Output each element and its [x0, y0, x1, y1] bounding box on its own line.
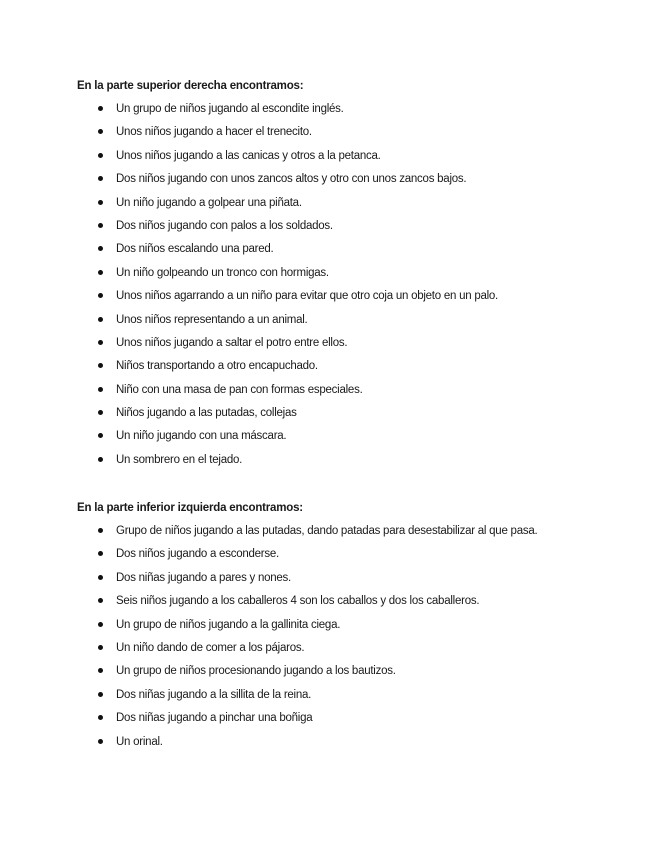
list-item: [77, 335, 637, 358]
bullet-icon: [98, 340, 103, 345]
bullet-icon: [98, 645, 103, 650]
list-item-text: Dos niñas jugando a la sillita de la reina.: [116, 688, 312, 701]
list-item-text: Unos niños jugando a saltar el potro entre ellos.: [116, 336, 348, 349]
list-item-text: Dos niños jugando a esconderse.: [116, 548, 279, 561]
bullet-icon: [98, 200, 103, 205]
list-item: [77, 687, 637, 710]
list-item-text: Dos niños escalando una pared.: [116, 243, 274, 256]
list-item: [77, 288, 637, 311]
list-item: [77, 241, 637, 264]
bullet-icon: [98, 575, 103, 580]
list-item-text: Dos niñas jugando a pinchar una boñiga: [116, 712, 313, 725]
list-item-text: Dos niños jugando con palos a los soldados.: [116, 219, 333, 232]
list-item: [77, 124, 637, 147]
list-item-text: Unos niños jugando a las canicas y otros a la petanca.: [116, 149, 381, 162]
list-item: [77, 148, 637, 171]
list-item-text: Dos niñas jugando a pares y nones.: [116, 571, 291, 584]
bullet-icon: [98, 598, 103, 603]
list-item: [77, 101, 637, 124]
bullet-icon: [98, 246, 103, 251]
list-item: [77, 663, 637, 686]
bullet-icon: [98, 223, 103, 228]
list-item-text: Un niño golpeando un tronco con hormigas.: [116, 266, 329, 279]
list-item: [77, 265, 637, 288]
bullet-icon: [98, 293, 103, 298]
bullet-icon: [98, 153, 103, 158]
bullet-icon: [98, 457, 103, 462]
bullet-icon: [98, 106, 103, 111]
list-item-text: Un niño dando de comer a los pájaros.: [116, 641, 305, 654]
section-heading: En la parte superior derecha encontramos:: [77, 80, 304, 92]
list-item: [77, 734, 637, 757]
list-item-text: Dos niños jugando con unos zancos altos y otro con unos zancos bajos.: [116, 173, 467, 186]
bullet-icon: [98, 270, 103, 275]
bullet-icon: [98, 622, 103, 627]
list-item-text: Un grupo de niños jugando al escondite inglés.: [116, 103, 344, 115]
bullet-list: [77, 101, 637, 475]
list-item-text: Seis niños jugando a los caballeros 4 son los caballos y dos los caballeros.: [116, 595, 480, 608]
list-item-text: Niños transportando a otro encapuchado.: [116, 360, 318, 373]
bullet-icon: [98, 317, 103, 322]
list-item: [77, 546, 637, 569]
section-lower-left: [77, 500, 637, 757]
bullet-icon: [98, 528, 103, 533]
list-item: [77, 405, 637, 428]
section-upper-right: [77, 78, 637, 475]
bullet-icon: [98, 715, 103, 720]
list-item: [77, 218, 637, 241]
bullet-icon: [98, 410, 103, 415]
list-item-text: Un orinal.: [116, 735, 163, 748]
bullet-icon: [98, 692, 103, 697]
list-item: [77, 452, 637, 475]
list-item-text: Un niño jugando a golpear una piñata.: [116, 196, 302, 209]
list-item: [77, 593, 637, 616]
list-item-text: Un sombrero en el tejado.: [116, 453, 243, 466]
list-item: [77, 570, 637, 593]
list-item: [77, 428, 637, 451]
bullet-icon: [98, 387, 103, 392]
bullet-icon: [98, 363, 103, 368]
bullet-icon: [98, 176, 103, 181]
list-item: [77, 195, 637, 218]
list-item-text: Grupo de niños jugando a las putadas, dando patadas para desestabilizar al que pasa.: [116, 525, 538, 537]
bullet-icon: [98, 129, 103, 134]
bullet-icon: [98, 551, 103, 556]
list-item: [77, 617, 637, 640]
bullet-icon: [98, 433, 103, 438]
bullet-icon: [98, 739, 103, 744]
list-item: [77, 312, 637, 335]
list-item: [77, 710, 637, 733]
list-item-text: Un grupo de niños procesionando jugando a los bautizos.: [116, 665, 396, 678]
list-item: [77, 171, 637, 194]
list-item-text: Niño con una masa de pan con formas especiales.: [116, 383, 363, 396]
list-item: [77, 523, 637, 546]
list-item-text: Un niño jugando con una máscara.: [116, 430, 287, 443]
list-item-text: Unos niños representando a un animal.: [116, 313, 308, 326]
bullet-list: [77, 523, 637, 757]
list-item-text: Niños jugando a las putadas, collejas: [116, 407, 297, 420]
section-heading: En la parte inferior izquierda encontramos:: [77, 502, 303, 514]
bullet-icon: [98, 668, 103, 673]
list-item: [77, 382, 637, 405]
list-item-text: Unos niños agarrando a un niño para evitar que otro coja un objeto en un palo.: [116, 290, 499, 303]
list-item-text: Un grupo de niños jugando a la gallinita ciega.: [116, 618, 341, 631]
list-item-text: Unos niños jugando a hacer el trenecito.: [116, 126, 312, 139]
list-item: [77, 358, 637, 381]
list-item: [77, 640, 637, 663]
